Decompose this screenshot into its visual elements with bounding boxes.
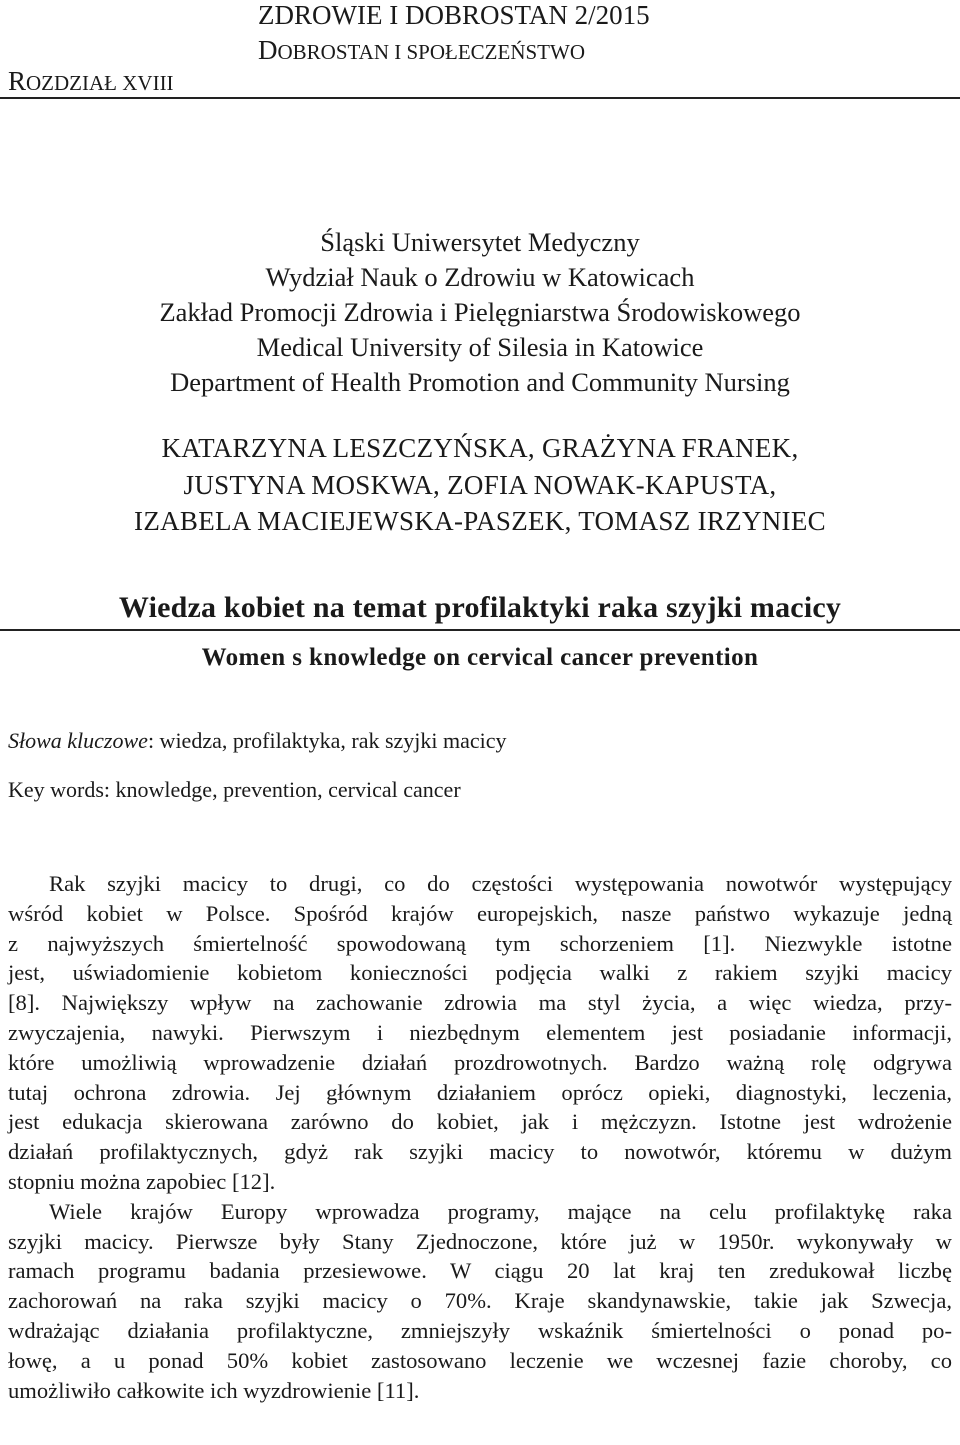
section-title-initial: D bbox=[258, 35, 278, 65]
text-line: łowę, a u ponad 50% kobiet zastosowano leczenie we wczesnej fazie choroby, co bbox=[8, 1347, 952, 1373]
article-title-pl: Wiedza kobiet na temat profilaktyki raka szyjki macicy bbox=[118, 591, 842, 624]
text-line: szyjki macicy. Pierwsze były Stany Zjednoczone, które już w 1950r. wykonywały w bbox=[8, 1228, 952, 1254]
affiliation-line: Wydział Nauk o Zdrowiu w Katowicach bbox=[265, 262, 695, 292]
affiliation-line: Medical University of Silesia in Katowice bbox=[256, 332, 704, 362]
header-divider bbox=[0, 97, 960, 99]
chapter-label bbox=[8, 66, 174, 101]
section-title bbox=[258, 35, 585, 70]
text-line: zachorowań na raka szyjki macicy o 70%. Kraje skandynawskie, takie jak Szwecja, bbox=[8, 1288, 952, 1314]
body-text bbox=[8, 869, 952, 1405]
text-line: tutaj ochrona zdrowia. Jej głównym działaniem oprócz opieki, diagnostyki, leczenia, bbox=[8, 1079, 952, 1105]
affiliations bbox=[0, 225, 960, 400]
keywords-en: Key words: knowledge, prevention, cervical cancer bbox=[8, 777, 461, 802]
text-line: które umożliwią wprowadzenie działań prozdrowotnych. Bardzo ważną rolę odgrywa bbox=[8, 1049, 952, 1075]
chapter-label-rest: OZDZIAŁ XVIII bbox=[26, 71, 174, 95]
text-line: [8]. Największy wpływ na zachowanie zdrowia ma styl życia, a więc wiedza, przy- bbox=[8, 990, 952, 1016]
text-line: działań profilaktycznych, gdyż rak szyjki macicy to nowotwór, któremu w dużym bbox=[8, 1139, 952, 1165]
text-line: z najwyższych śmiertelność spowodowaną tym schorzeniem [1]. Niezwykle istotne bbox=[8, 930, 952, 956]
keywords-pl-label: Słowa kluczowe bbox=[8, 728, 148, 753]
paragraph-2 bbox=[8, 1197, 952, 1406]
text-line: stopniu można zapobiec [12]. bbox=[8, 1168, 276, 1194]
paragraph-1 bbox=[8, 869, 952, 1197]
text-line: wdrażając działania profilaktyczne, zmniejszyły wskaźnik śmiertelności o ponad po- bbox=[8, 1317, 952, 1343]
text-line: Rak szyjki macicy to drugi, co do częstości występowania nowotwór występujący bbox=[49, 871, 952, 896]
text-line: zwyczajenia, nawyki. Pierwszym i niezbędnym elementem jest posiadanie informacji, bbox=[8, 1019, 952, 1045]
authors bbox=[0, 430, 960, 540]
keywords-pl bbox=[8, 725, 507, 757]
text-line: umożliwiło całkowite ich wyzdrowienie [11]. bbox=[8, 1377, 420, 1403]
text-line: Wiele krajów Europy wprowadza programy, mające na celu profilaktykę raka bbox=[49, 1198, 952, 1224]
authors-line: KATARZYNA LESZCZYŃSKA, GRAŻYNA FRANEK, bbox=[161, 433, 799, 463]
article-title-en: Women s knowledge on cervical cancer prevention bbox=[201, 644, 759, 671]
keywords-pl-value: : wiedza, profilaktyka, rak szyjki macicy bbox=[147, 728, 507, 753]
authors-line: JUSTYNA MOSKWA, ZOFIA NOWAK-KAPUSTA, bbox=[183, 469, 777, 500]
text-line: ramach programu badania przesiewowe. W ciągu 20 lat kraj ten zredukował liczbę bbox=[8, 1258, 952, 1284]
text-line: wśród kobiet w Polsce. Spośród krajów europejskich, nasze państwo wykazuje jedną bbox=[8, 900, 952, 926]
authors-line: IZABELA MACIEJEWSKA-PASZEK, TOMASZ IRZYNIEC bbox=[134, 506, 826, 536]
affiliation-line: Department of Health Promotion and Community Nursing bbox=[170, 367, 790, 397]
journal-title: ZDROWIE I DOBROSTAN 2/2015 bbox=[258, 0, 650, 30]
section-title-rest: OBROSTAN I SPOŁECZEŃSTWO bbox=[277, 40, 585, 64]
title-divider bbox=[0, 629, 960, 631]
text-line: jest, uświadomienie kobietom konieczności podjęcia walki z rakiem szyjki macicy bbox=[8, 960, 952, 986]
affiliation-line: Śląski Uniwersytet Medyczny bbox=[320, 227, 640, 257]
affiliation-line: Zakład Promocji Zdrowia i Pielęgniarstwa Środowiskowego bbox=[159, 297, 801, 327]
chapter-label-initial: R bbox=[8, 66, 27, 96]
text-line: jest edukacja skierowana zarówno do kobiet, jak i mężczyzn. Istotne jest wdrożenie bbox=[8, 1109, 952, 1135]
